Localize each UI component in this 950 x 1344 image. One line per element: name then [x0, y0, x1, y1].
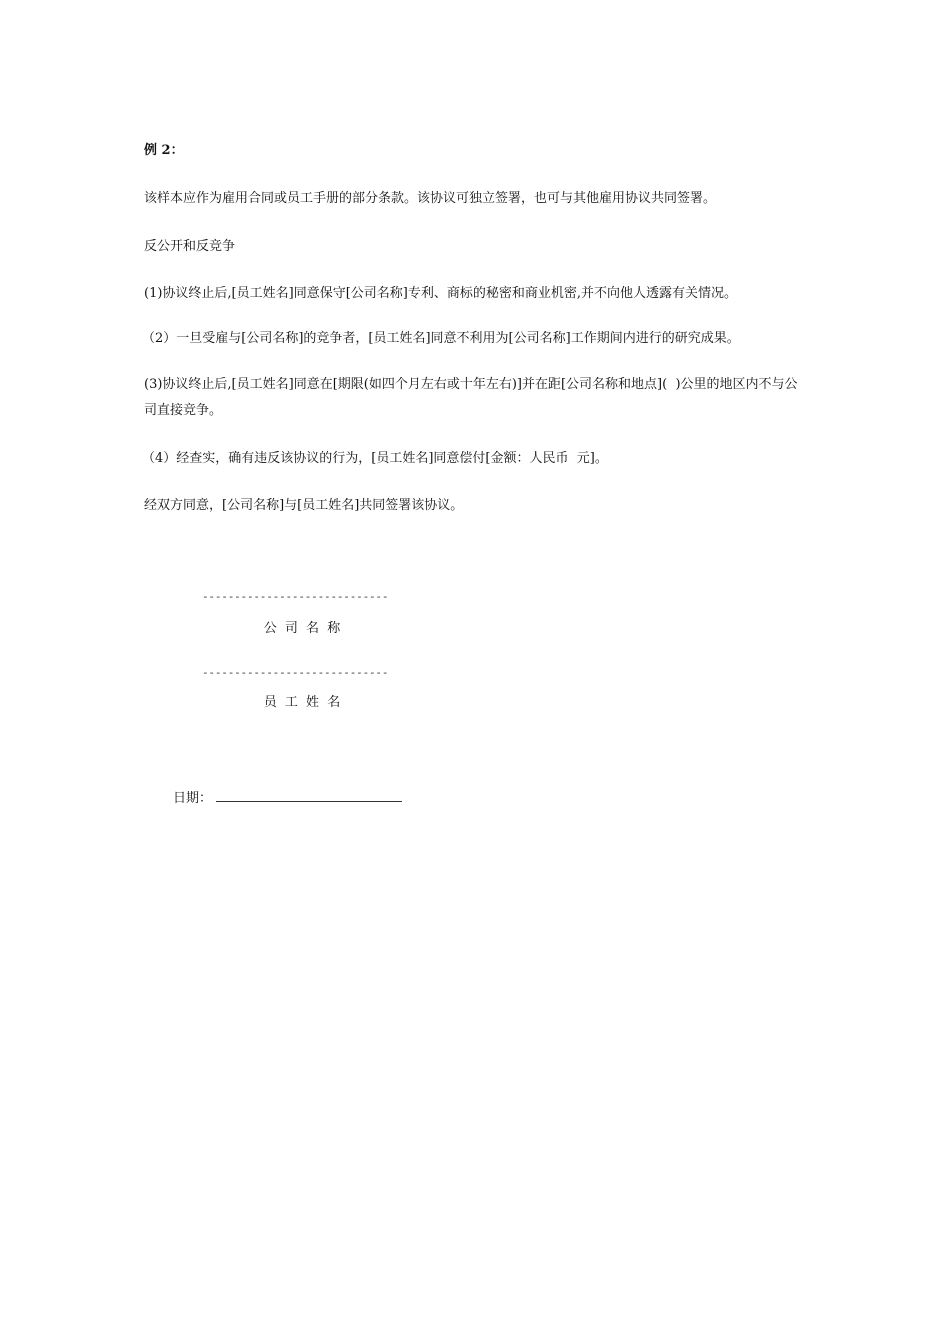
company-name-label: 公 司 名 称: [263, 621, 343, 636]
clause-2: （2）一旦受雇与[公司名称]的竞争者，[员工姓名]同意不利用为[公司名称]工作期间内进行的研究成果。: [142, 331, 740, 346]
example-heading: 例 2：: [144, 143, 184, 158]
intro-paragraph: 该样本应作为雇用合同或员工手册的部分条款。该协议可独立签署，也可与其他雇用协议共同签署。: [144, 191, 717, 206]
closing-paragraph: 经双方同意，[公司名称]与[员工姓名]共同签署该协议。: [144, 498, 464, 513]
clause-3: (3)协议终止后,[员工姓名]同意在[期限(如四个月左右或十年左右)]并在距[公司名称和地点]( )公里的地区内不与公司直接竞争。: [144, 377, 798, 418]
date-underline: [216, 801, 402, 802]
section-title: 反公开和反竞争: [144, 239, 236, 254]
company-signature-line: -----------------------------: [202, 590, 389, 603]
employee-name-label: 员 工 姓 名: [263, 695, 343, 710]
clause-1: (1)协议终止后,[员工姓名]同意保守[公司名称]专利、商标的秘密和商业机密,并不向他人透露有关情况。: [144, 286, 737, 301]
date-label: 日期：: [173, 791, 213, 806]
employee-signature-line: -----------------------------: [202, 666, 389, 679]
clause-4: （4）经查实，确有违反该协议的行为，[员工姓名]同意偿付[金额：人民币 元]。: [142, 451, 608, 466]
